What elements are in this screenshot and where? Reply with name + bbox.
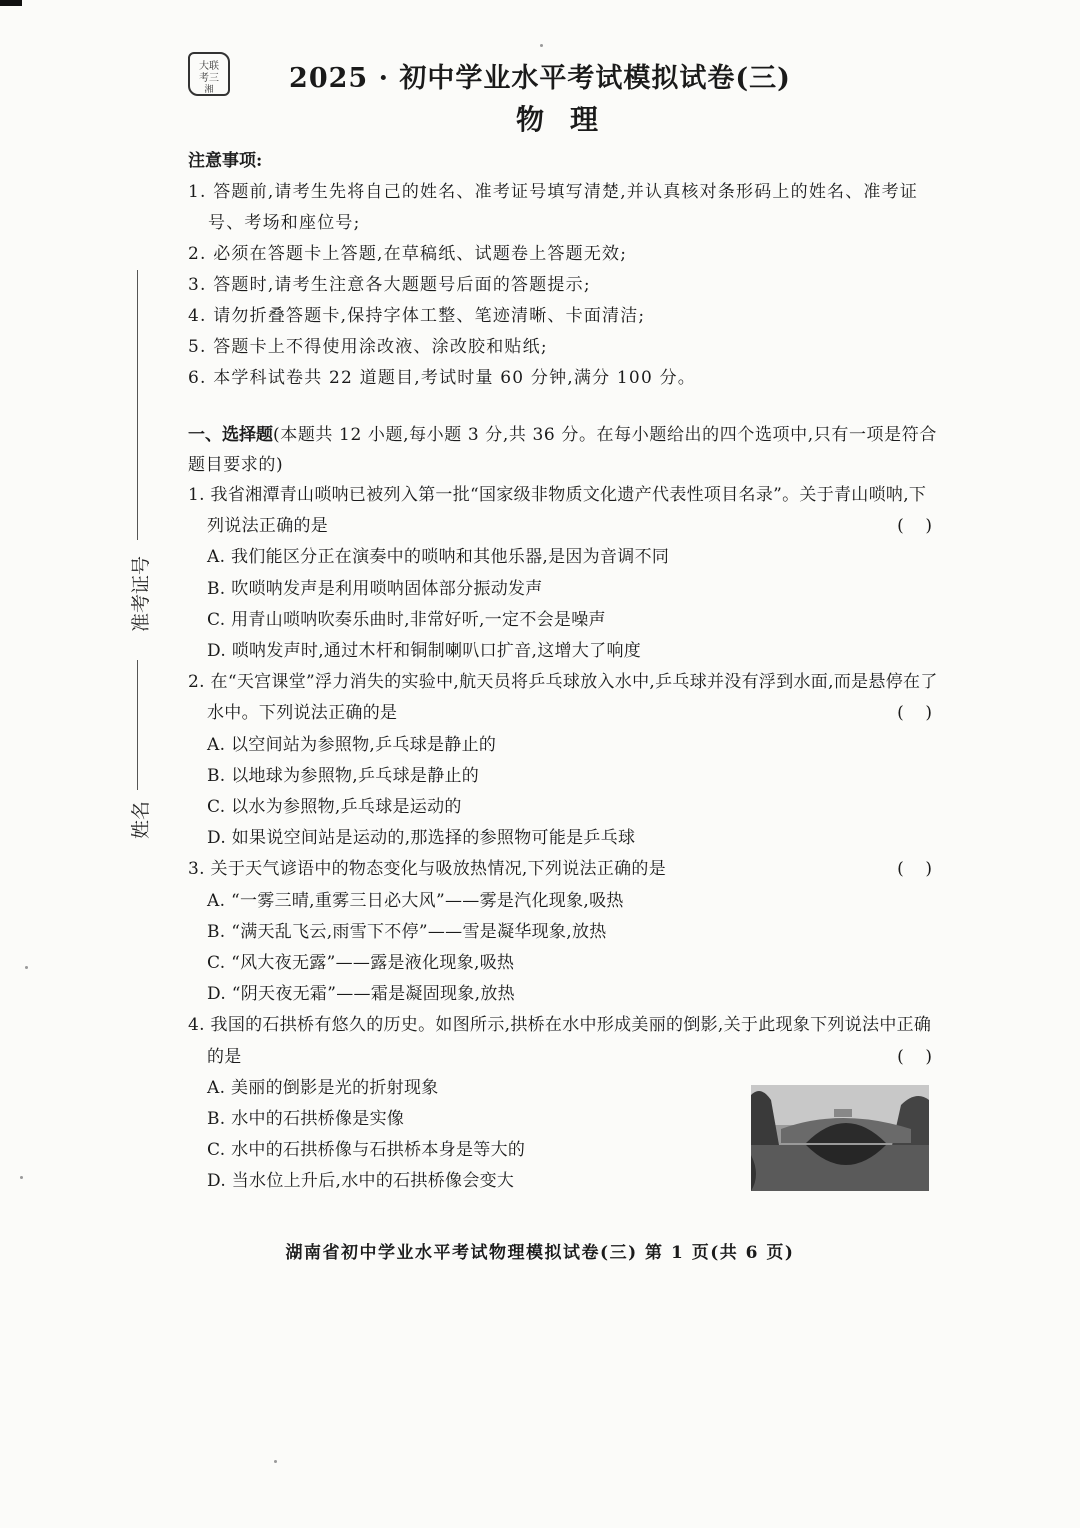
question-stem: 3. 关于天气谚语中的物态变化与吸放热情况,下列说法正确的是 <box>188 859 667 880</box>
option-b: B. 吹唢呐发声是利用唢呐固体部分振动发声 <box>207 578 543 599</box>
option-c: C. 用青山唢呐吹奏乐曲时,非常好听,一定不会是噪声 <box>207 609 606 630</box>
scan-speck <box>540 44 543 47</box>
question-stem: 4. 我国的石拱桥有悠久的历史。如图所示,拱桥在水中形成美丽的倒影,关于此现象下列说法中正确的是 <box>188 1015 932 1067</box>
option-b: B. 水中的石拱桥像是实像 <box>207 1109 405 1130</box>
answer-parentheses: ( ) <box>897 1046 932 1067</box>
option-d: D. 唢呐发声时,通过木杆和铜制喇叭口扩音,这增大了响度 <box>207 641 642 662</box>
name-line <box>137 660 138 790</box>
section-1 <box>188 420 938 480</box>
question-stem: 2. 在“天宫课堂”浮力消失的实验中,航天员将乒乓球放入水中,乒乓球并没有浮到水面,而是悬停在了水中。下列说法正确的是 <box>188 672 938 724</box>
answer-parentheses: ( ) <box>897 859 932 880</box>
svg-text:湘: 湘 <box>204 85 214 94</box>
stone-arch-bridge-photo <box>751 1085 929 1191</box>
svg-text:考三: 考三 <box>199 73 219 84</box>
section-heading: 一、选择题 <box>188 425 273 445</box>
question-stem: 1. 我省湘潭青山唢呐已被列入第一批“国家级非物质文化遗产代表性项目名录”。关于青山唢呐,下列说法正确的是 <box>188 485 927 537</box>
scan-speck <box>20 1176 23 1179</box>
notice-item: 1. 答题前,请考生先将自己的姓名、准考证号填写清楚,并认真核对条形码上的姓名、准考证号、考场和座位号; <box>188 182 919 233</box>
answer-parentheses: ( ) <box>897 703 932 724</box>
notice-block <box>188 146 948 394</box>
exam-id-line <box>137 270 138 540</box>
scan-speck <box>25 966 28 969</box>
exam-id-label: 准考证号 <box>130 556 152 633</box>
option-d: D. “阴天夜无霜”——霜是凝固现象,放热 <box>207 984 515 1005</box>
option-c: C. “风大夜无露”——露是液化现象,吸热 <box>207 953 515 974</box>
svg-text:大联: 大联 <box>199 61 219 72</box>
option-a: A. “一雾三晴,重雾三日必大风”——雾是汽化现象,吸热 <box>207 890 624 911</box>
scan-speck <box>274 1460 277 1463</box>
notice-item: 3. 答题时,请考生注意各大题题号后面的答题提示; <box>188 275 591 295</box>
option-c: C. 以水为参照物,乒乓球是运动的 <box>207 797 462 818</box>
section-description: (本题共 12 小题,每小题 3 分,共 36 分。在每小题给出的四个选项中,只有一项是符合题目要求的) <box>188 425 937 475</box>
notice-heading: 注意事项: <box>188 151 263 171</box>
page-footer: 湖南省初中学业水平考试物理模拟试卷(三) 第 1 页(共 6 页) <box>285 1243 795 1263</box>
option-d: D. 当水位上升后,水中的石拱桥像会变大 <box>207 1171 515 1192</box>
name-label: 姓名 <box>130 801 152 840</box>
option-b: B. “满天乱飞云,雨雪下不停”——雪是凝华现象,放热 <box>207 921 607 942</box>
notice-item: 4. 请勿折叠答题卡,保持字体工整、笔迹清晰、卡面清洁; <box>188 306 646 326</box>
notice-item: 5. 答题卡上不得使用涂改液、涂改胶和贴纸; <box>188 337 548 357</box>
question-2 <box>188 667 938 854</box>
scan-corner-mark <box>0 0 22 6</box>
notice-item: 2. 必须在答题卡上答题,在草稿纸、试题卷上答题无效; <box>188 244 628 264</box>
option-b: B. 以地球为参照物,乒乓球是静止的 <box>207 765 480 786</box>
answer-parentheses: ( ) <box>897 516 932 537</box>
option-c: C. 水中的石拱桥像与石拱桥本身是等大的 <box>207 1140 526 1161</box>
option-a: A. 我们能区分正在演奏中的唢呐和其他乐器,是因为音调不同 <box>207 547 670 568</box>
option-d: D. 如果说空间站是运动的,那选择的参照物可能是乒乓球 <box>207 828 636 849</box>
question-3 <box>188 854 938 1010</box>
exam-title: 2025 · 初中学业水平考试模拟试卷(三) <box>289 63 791 94</box>
option-a: A. 美丽的倒影是光的折射现象 <box>207 1077 439 1098</box>
option-a: A. 以空间站为参照物,乒乓球是静止的 <box>207 734 497 755</box>
question-1 <box>188 480 938 667</box>
subject-title: 物理 <box>515 103 624 136</box>
notice-item: 6. 本学科试卷共 22 道题目,考试时量 60 分钟,满分 100 分。 <box>188 368 696 388</box>
